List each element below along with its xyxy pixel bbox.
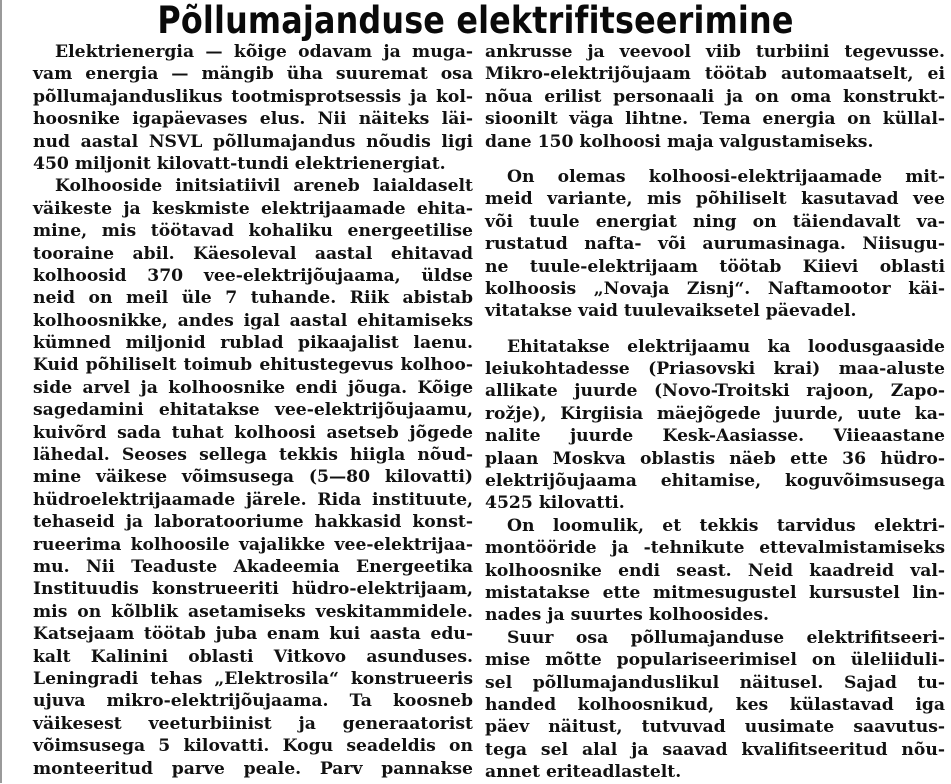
text-line: allikate juurde (Novo-Troitski rajoon, Zapo- xyxy=(485,381,945,402)
text-line: põllumajanduslikus tootmisprotsessis ja kol- xyxy=(33,86,473,107)
text-line: Kolhooside initsiatiivil areneb laialdaselt xyxy=(55,176,473,197)
text-line: rožje), Kirgiisia mäejõgede juurde, uute ka- xyxy=(485,403,945,424)
text-line: kolhoosid 370 vee-elektrijõujaama, üldse xyxy=(33,265,473,286)
article-column-left xyxy=(33,41,473,780)
text-line: mise mõtte populariseerimisel on üleliiduli- xyxy=(485,650,945,671)
text-line: neid on meil üle 7 tuhande. Riik abistab xyxy=(33,288,473,309)
text-line: 4525 kilovatti. xyxy=(485,493,625,514)
text-line: nalite juurde Kesk-Aasiasse. Viieaastane xyxy=(485,426,945,447)
text-line: sel põllumajanduslikul näitusel. Sajad tu- xyxy=(485,672,945,693)
paragraph xyxy=(485,627,945,784)
text-line: Leningradi tehas „Elektrosila“ konstrueeris xyxy=(33,668,473,689)
page-left-border xyxy=(0,0,2,783)
text-line: kolhoosis „Novaja Zisnj“. Naftamootor käi- xyxy=(485,278,945,299)
text-line: tehaseid ja laboratooriume hakkasid konst- xyxy=(33,512,473,533)
text-line: Instituudis konstrueeriti hüdro-elektrijaam, xyxy=(33,579,473,600)
text-line: ankrusse ja veevool viib turbiini tegevusse. xyxy=(485,42,945,62)
text-line: nud aastal NSVL põllumajandus nõudis ligi xyxy=(33,131,473,152)
text-line: kolhoosnike endi seast. Neid kaadreid val- xyxy=(485,560,945,581)
text-line: tega sel alal ja saavad kvalifitseeritud nõu- xyxy=(485,739,945,760)
text-line: vam energia — mängib üha suuremat osa xyxy=(33,64,473,85)
text-line: mistatakse ette mitmesugustel kursustel lin- xyxy=(485,582,945,603)
text-line: Elektrienergia — kõige odavam ja muga- xyxy=(55,42,473,62)
text-line: side arvel ja kolhoosnike endi jõuga. Kõige xyxy=(33,377,473,398)
text-line: tooraine abil. Käesoleval aastal ehitavad xyxy=(33,243,473,264)
text-line: montööride ja -tehnikute ettevalmistamiseks xyxy=(485,538,945,559)
text-line: rueerima kolhoosile vajalikke vee-elektrijaa- xyxy=(33,534,473,555)
text-line: päev näitust, tutvuvad uusimate saavutus- xyxy=(485,717,945,738)
text-line: sagedamini ehitatakse vee-elektrijõujaamu, xyxy=(33,400,473,421)
text-line: mine väikese võimsusega (5—80 kilovatti) xyxy=(33,467,473,488)
text-line: Suur osa põllumajanduse elektrifitseeri- xyxy=(507,627,945,648)
paragraph xyxy=(485,41,945,153)
text-line: sioonilt väga lihtne. Tema energia on küllal- xyxy=(485,109,945,130)
text-line: nõua erilist personaali ja on oma konstrukt- xyxy=(485,86,945,107)
text-line: väikesest veeturbiinist ja generaatorist xyxy=(33,713,473,734)
text-line: ne tuule-elektrijaam töötab Kiievi oblasti xyxy=(485,256,945,277)
text-line: lähedal. Seoses sellega tekkis hiigla nõud- xyxy=(33,445,473,466)
text-line: elektrijõujaama ehitamise, koguvõimsusega xyxy=(485,471,945,492)
text-line: mine, mis töötavad kohaliku energeetilise xyxy=(33,221,473,242)
text-line: On loomulik, et tekkis tarvidus elektri- xyxy=(507,515,945,536)
paragraph-gap xyxy=(485,323,945,336)
text-line: Mikro-elektrijõujaam töötab automaatselt, ei xyxy=(485,64,945,85)
paragraph xyxy=(485,515,945,627)
text-line: Kuid põhiliselt toimub ehitustegevus kolhoo- xyxy=(33,355,473,376)
text-line: On olemas kolhoosi-elektrijaamade mit- xyxy=(507,166,945,187)
text-line: monteeritud parve peale. Parv pannakse xyxy=(33,758,473,779)
text-line: handed kolhoosnikud, kes külastavad iga xyxy=(485,694,945,715)
paragraph xyxy=(485,336,945,515)
paragraph xyxy=(485,166,945,323)
text-line: annet eriteadlastelt. xyxy=(485,762,682,783)
text-line: rustatud nafta- või aurumasinaga. Niisugu- xyxy=(485,234,945,255)
text-line: hoosnike igapäevases elus. Nii näiteks läi- xyxy=(33,109,473,130)
text-line: või tuule energiat ning on täiendavalt va- xyxy=(485,211,945,232)
paragraph-gap xyxy=(485,153,945,166)
article-column-right xyxy=(485,41,945,784)
text-line: ujuva mikro-elektrijõujaama. Ta koosneb xyxy=(33,691,473,712)
text-line: väikeste ja keskmiste elektrijaamade ehita- xyxy=(33,198,473,219)
text-line: plaan Moskva oblastis näeb ette 36 hüdro- xyxy=(485,448,945,469)
text-line: Ehitatakse elektrijaamu ka loodusgaaside xyxy=(507,336,945,357)
text-line: dane 150 kolhoosi maja valgustamiseks. xyxy=(485,131,874,152)
text-line: meid variante, mis põhiliselt kasutavad vee xyxy=(485,189,945,210)
text-line: nades ja suurtes kolhoosides. xyxy=(485,605,769,626)
text-line: kümned miljonid rublad pikaajalist laenu. xyxy=(33,333,473,354)
text-line: Katsejaam töötab juba enam kui aasta edu- xyxy=(33,624,473,645)
text-line: kuivõrd sada tuhat kolhoosi asetseb jõgede xyxy=(33,422,473,443)
article-headline: Põllumajanduse elektrifitseerimine xyxy=(157,0,794,42)
text-line: 450 miljonit kilovatt-tundi elektrienergiat. xyxy=(33,153,446,174)
text-line: hüdroelektrijaamade järele. Rida instituute, xyxy=(33,489,473,510)
text-line: mu. Nii Teaduste Akadeemia Energeetika xyxy=(33,556,473,577)
text-line: mis on kõlblik asetamiseks veskitammidele. xyxy=(33,601,473,622)
text-line: kolhoosnikke, andes igal aastal ehitamiseks xyxy=(33,310,473,331)
text-line: kalt Kalinini oblasti Vitkovo asunduses. xyxy=(33,646,473,667)
text-line: võimsusega 5 kilovatti. Kogu seadeldis on xyxy=(33,736,473,757)
text-line: leiukohtadesse (Priasovski krai) maa-aluste xyxy=(485,359,945,380)
text-line: vitatakse vaid tuulevaiksetel päevadel. xyxy=(485,301,857,322)
